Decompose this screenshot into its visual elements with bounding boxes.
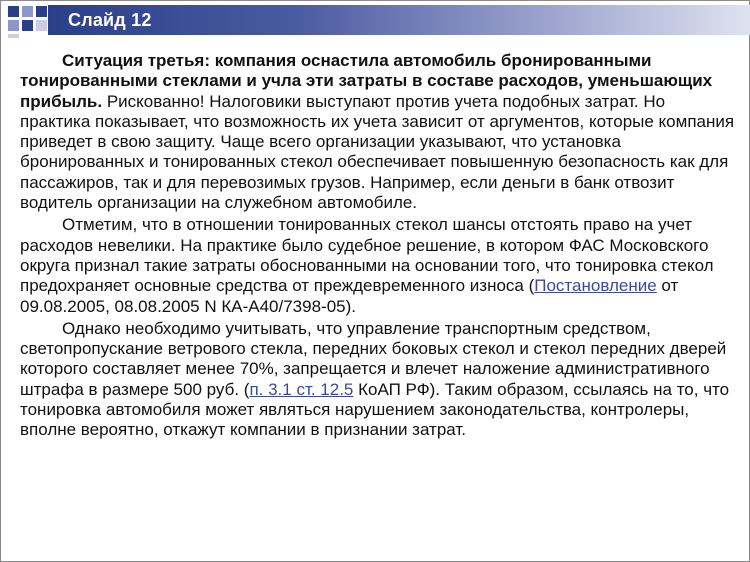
decor-square	[8, 6, 19, 17]
paragraph-1-text: Рискованно! Налоговики выступают против учета подобных затрат. Но практика показывает, что возможность их учета зависит от аргументов, которые компания приведет в свою защиту. Чаще всего организации указывают, что установка бронированных и тонированных стекол обеспечивает повышенную безопасность как для пассажиров, так и для перевозимых грузов. Например, если деньги в банк отвозит водитель организации на служебном автомобиле.	[20, 91, 735, 213]
paragraph-3-text-before: Однако необходимо учитывать, что управление транспортным средством, светопропускание ветрового стекла, передних боковых стекол и стекол передних дверей которого составляет менее 70%, запрещается и влечет наложение административного штрафа в размере 500 руб. (	[20, 318, 727, 399]
title-bar	[48, 5, 750, 35]
slide-body	[20, 51, 738, 443]
decor-square	[36, 6, 47, 17]
paragraph-3	[20, 319, 738, 441]
resolution-link[interactable]: Постановление	[534, 276, 657, 296]
paragraph-2-text-before: Отметим, что в отношении тонированных стекол шансы отстоять право на учет расходов невелики. На практике было судебное решение, в котором ФАС Московского округа признал такие затраты обоснованными на основании того, что тонировка стекол предохраняет основные средства от преждевременного износа (	[20, 215, 714, 296]
paragraph-1	[20, 51, 738, 213]
paragraph-1-bold-lead: Ситуация третья: компания оснастила автомобиль бронированными тонированными стеклами и учла эти затраты в составе расходов, уменьшающих прибыль.	[20, 51, 713, 111]
paragraph-2	[20, 215, 738, 316]
koap-article-link[interactable]: п. 3.1 ст. 12.5	[249, 379, 354, 399]
decor-square	[8, 34, 19, 38]
slide-header	[0, 0, 750, 40]
decor-square	[8, 20, 19, 31]
slide-title: Слайд 12	[68, 10, 152, 30]
decor-square	[22, 20, 33, 31]
decor-square	[22, 6, 33, 17]
decor-square	[36, 20, 47, 31]
paragraph-3-text-after: КоАП РФ). Таким образом, ссылаясь на то, что тонировка автомобиля может являться нарушением законодательства, контролеры, вполне вероятно, откажут компании в признании затрат.	[20, 379, 730, 440]
paragraph-2-text-after: от 09.08.2005, 08.08.2005 N КА-А40/7398-05).	[20, 276, 679, 316]
decorative-squares	[0, 0, 48, 40]
